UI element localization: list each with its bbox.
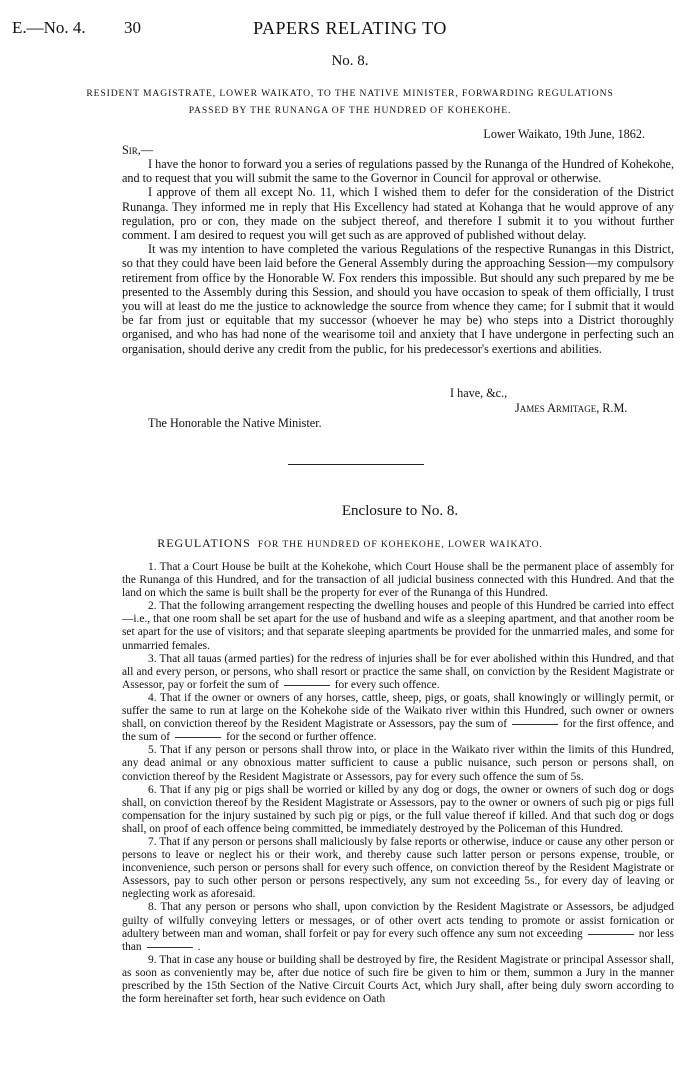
blank-amount	[284, 685, 330, 686]
section-divider	[288, 464, 424, 465]
letter-signature: James Armitage, R.M.	[515, 401, 628, 415]
regulation-item: 2. That the following arrangement respecting the dwelling houses and people of this Hundred be carried into effect—i.e., that one room shall be set apart for the use of husband and wife as a sleeping apartment, and that another room be set apart for the use of visitors; and that separate sleeping apartments be provided for the unmarried males, and some for unmarried females.	[122, 600, 674, 652]
regulation-item: 1. That a Court House be built at the Kohekohe, which Court House shall be the permanent place of assembly for the Runanga of this Hundred, and for the transaction of all judicial business connected with this Hundred. And that the land on which the same is built shall be the property for ever of the Runanga of this Hundred.	[122, 561, 674, 600]
regulation-item: 5. That if any person or persons shall throw into, or place in the Waikato river within the limits of this Hundred, any dead animal or any obnoxious matter sufficient to cause a public nuisance, such person or persons shall, on conviction thereof by the Resident Magistrate or Assessors, pay for every such offence the sum of 5s.	[122, 744, 674, 783]
running-head	[0, 18, 700, 42]
page-number: 30	[124, 18, 141, 37]
letter-paragraph: It was my intention to have completed the various Regulations of the respective Runangas in this District, so that they could have been laid before the General Assembly during the approaching Session—my compulsory retirement from office by the Honorable W. Fox renders this impossible. But should any such prepared by me be presented to the Assembly during this Session, and should you have occasion to speak of them officially, I trust you will at least do me the justice to acknowledge the source from whence they came; for I submit that it would be far from just or equitable that my successor (whoever he may be) who steps into a District thoroughly organised, and who has had none of the wearisome toil and anxiety that I have undergone in perfecting such an organisation, should derive any credit from the public, for his predecessor's exertions and abilities.	[122, 242, 674, 356]
regulation-item: 9. That in case any house or building shall be destroyed by fire, the Resident Magistrate or principal Assessor shall, as soon as conveniently may be, after due notice of such fire be given to him or them, summon a Jury in the manner prescribed by the 15th Section of the Native Circuit Courts Act, which Jury shall, after being duly sworn according to the form hereinafter set forth, hear such evidence on Oath	[122, 953, 674, 1006]
blank-amount	[512, 724, 558, 725]
regulation-item: 6. That if any pig or pigs shall be worried or killed by any dog or dogs, the owner or owners of such dog or dogs shall, on conviction thereof by the Resident Magistrate or Assessors, pay to the owner or owners of such pig or pigs full compensation for the injury sustained by such pig or pigs, or the full value thereof if killed. And that such dog or dogs shall, on proof of each offence being committed, be immediately destroyed by the Policeman of this Hundred.	[122, 783, 674, 835]
regulations-list	[122, 561, 674, 1006]
enclosure-heading-main: REGULATIONS	[157, 536, 251, 550]
regulation-item: 8. That any person or persons who shall, upon conviction by the Resident Magistrate or Assessors, be adjudged guilty of wilfully conveying letters or messages, or of other overt acts tending to promote or assist fornication or adultery between man and woman, shall forfeit or pay for every such offence any sum not exceeding nor less than .	[122, 901, 674, 953]
letter-number: No. 8.	[331, 53, 369, 69]
letter-body	[122, 157, 674, 356]
document-reference: E.—No. 4.	[12, 18, 86, 37]
blank-amount	[588, 934, 634, 935]
running-title: PAPERS RELATING TO	[253, 18, 447, 38]
salutation: Sir,—	[122, 143, 154, 157]
blank-amount	[147, 947, 193, 948]
regulation-item: 3. That all tauas (armed parties) for the redress of injuries shall be for ever abolished within this Hundred, and that all and every person, or persons, who shall resort or practice the same shall, on conviction by the Resident Magistrate or Assessor, pay or forfeit the sum of for every such offence.	[122, 652, 674, 691]
place-date: Lower Waikato, 19th June, 1862.	[483, 127, 645, 141]
letter-heading-line2: PASSED BY THE RUNANGA OF THE HUNDRED OF KOHEKOHE.	[188, 105, 512, 116]
letter-closing: I have, &c.,	[450, 386, 508, 400]
blank-amount	[175, 737, 221, 738]
letter-addressee: The Honorable the Native Minister.	[148, 416, 322, 430]
letter-heading-line1: RESIDENT MAGISTRATE, LOWER WAIKATO, TO THE NATIVE MINISTER, FORWARDING REGULATIONS	[86, 88, 614, 99]
letter-paragraph: I approve of them all except No. 11, which I wished them to defer for the consideration of the District Runanga. They informed me in reply that His Excellency had stated at Kohanga that he would approve of any regulation, pro or con, they made on the subject thereof, and therefore I submit it to you without further comment. I am desired to request you will get such as are approved of published without delay.	[122, 185, 674, 243]
letter-paragraph: I have the honor to forward you a series of regulations passed by the Runanga of the Hundred of Kohekohe, and to request that you will submit the same to the Governor in Council for approval or otherwise.	[122, 157, 674, 186]
regulation-item: 4. That if the owner or owners of any horses, cattle, sheep, pigs, or goats, shall knowingly or willingly permit, or suffer the same to run at large on the Kohekohe side of the Waikato river within this Hundred, such owner or owners shall, on conviction thereof by the Resident Magistrate or Assessors, pay the sum of for the first offence, and the sum of for the second or further offence.	[122, 691, 675, 744]
enclosure-heading	[0, 536, 700, 551]
enclosure-heading-rest: FOR THE HUNDRED OF KOHEKOHE, LOWER WAIKATO.	[257, 539, 543, 550]
regulation-item: 7. That if any person or persons shall maliciously by false reports or otherwise, induce or cause any other person or persons to leave or neglect his or their work, and thereby cause such latter person or persons expense, trouble, or inconvenience, such person or persons shall for every such offence, on conviction thereof by the Resident Magistrate or Assessors, pay to such other person or persons respectively, any sum not exceeding 5s., for every day of leaving or neglecting work as aforesaid.	[122, 835, 674, 901]
enclosure-title: Enclosure to No. 8.	[341, 503, 459, 519]
